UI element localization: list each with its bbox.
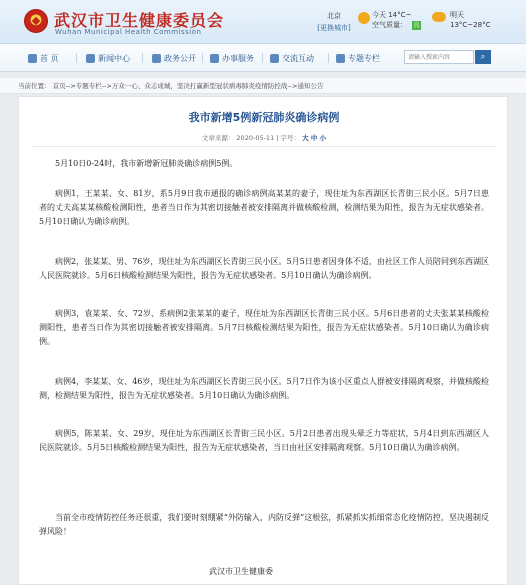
nav-divider [142,53,143,63]
nav-divider [328,53,329,63]
nav-divider [202,53,203,63]
nav-news-label: 新闻中心 [98,53,130,63]
article-paragraph: 病例5，陈某某、女、29岁，现住址为东西湖区长青街三民小区。5月2日患者出现头晕乏力等症状，5月4日到东西湖区人民医院就诊。5月5日核酸检测结果为阳性，报告为无症状感染者，当日由社区安排隔离观察。5月10日确认为确诊病例。 [39,429,489,452]
home-icon [28,54,37,63]
national-emblem-icon [24,9,48,33]
article-paragraph: 病例1，王某某、女、81岁，系5月9日我市通报的确诊病例高某某的妻子，现住址为东西湖区长青街三民小区。5月7日患者的丈夫高某某核酸检测阳性，患者当日作为其密切接触者被安排隔离并做核酸检测，检测结果为阳性，报告为无症状感染者。5月10日确认为确诊病例。 [39,189,489,226]
weather-tomorrow [450,10,490,30]
switch-city-link[interactable]: [更换城市] [317,24,351,32]
sun-icon [358,12,370,24]
air-quality-label: 空气质量： [372,21,407,29]
weather-tomorrow-label: 明天 [450,11,464,19]
nav-interaction-label: 交流互动 [282,53,314,63]
nav-gov-affairs-label: 政务公开 [164,53,196,63]
news-icon [86,54,95,63]
weather-today-temp: 今天 14°C~ [372,11,412,19]
article-source-date: 文章来源： 2020-05-11 | 字号： [201,134,301,142]
article-title: 我市新增5例新冠肺炎确诊病例 [188,111,340,124]
cloud-icon [432,12,446,22]
nav-services-label: 办事服务 [222,53,254,63]
nav-news[interactable] [86,51,130,65]
article-paragraph: 5月10日0-24时，我市新增新冠肺炎确诊病例5例。 [55,159,238,168]
topics-icon [336,54,345,63]
nav-gov-affairs[interactable] [152,51,196,65]
article-paragraph: 病例4，李某某、女、46岁，现住址为东西湖区长青街三民小区。5月7日作为该小区重点人群被安排隔离观察，并做核酸检测，检测结果为阳性，报告为无症状感染者。5月10日确认为确诊病例。 [39,377,489,400]
site-title: 武汉市卫生健康委员会 [54,11,225,30]
breadcrumb: 当前位置： 首页-->专题专栏-->万众一心、众志成城，坚决打赢新型冠状病毒肺炎疫情防控战-->通知公告 [0,78,526,94]
site-subtitle: Wuhan Municipal Health Commission [55,28,202,36]
nav-services[interactable] [210,51,254,65]
site-header [0,0,526,44]
document-icon [152,54,161,63]
services-icon [210,54,219,63]
nav-interaction[interactable] [270,51,314,65]
nav-divider [76,53,77,63]
divider [31,146,497,147]
nav-home-label: 首 页 [40,53,59,63]
article-signature: 武汉市卫生健康委 [209,567,273,576]
nav-divider [262,53,263,63]
search-input[interactable] [404,50,474,64]
nav-home[interactable] [28,51,59,65]
article-meta [19,133,509,142]
weather-city: 北京 [327,12,341,20]
weather-today [372,10,411,30]
font-size-switch[interactable]: 大 中 小 [302,134,327,142]
nav-topics-label: 专题专栏 [348,53,380,63]
article-paragraph: 当前全市疫情防控任务还很重，我们要时刻绷紧“外防输入，内防反弹”这根弦，抓紧抓实抓细常态化疫情防控，坚决遏制反弹风险！ [39,513,489,536]
nav-topics[interactable] [336,51,380,65]
article-paragraph: 病例2，张某某、男、76岁，现住址为东西湖区长青街三民小区。5月5日患者因身体不适，由社区工作人员陪同到东西湖区人民医院就诊。5月6日核酸检测结果为阳性，报告为无症状感染者。5月10日确认为确诊病例。 [39,257,489,280]
main-nav [0,44,526,72]
weather-tomorrow-temp: 13°C~28°C [450,21,491,29]
article-panel [18,96,508,585]
article-paragraph: 病例3，袁某某、女、72岁、系病例2张某某的妻子，现住址为东西湖区长青街三民小区。5月6日患者的丈夫张某某核酸检测阳性，患者当日作为其密切接触者被安排隔离。5月7日核酸检测结果为阳性，报告为无症状感染者。5月10日确认为确诊病例。 [39,309,489,346]
air-quality-badge: 良 [413,22,420,29]
heart-icon [270,54,279,63]
search-icon[interactable]: ⌕ [475,50,491,64]
